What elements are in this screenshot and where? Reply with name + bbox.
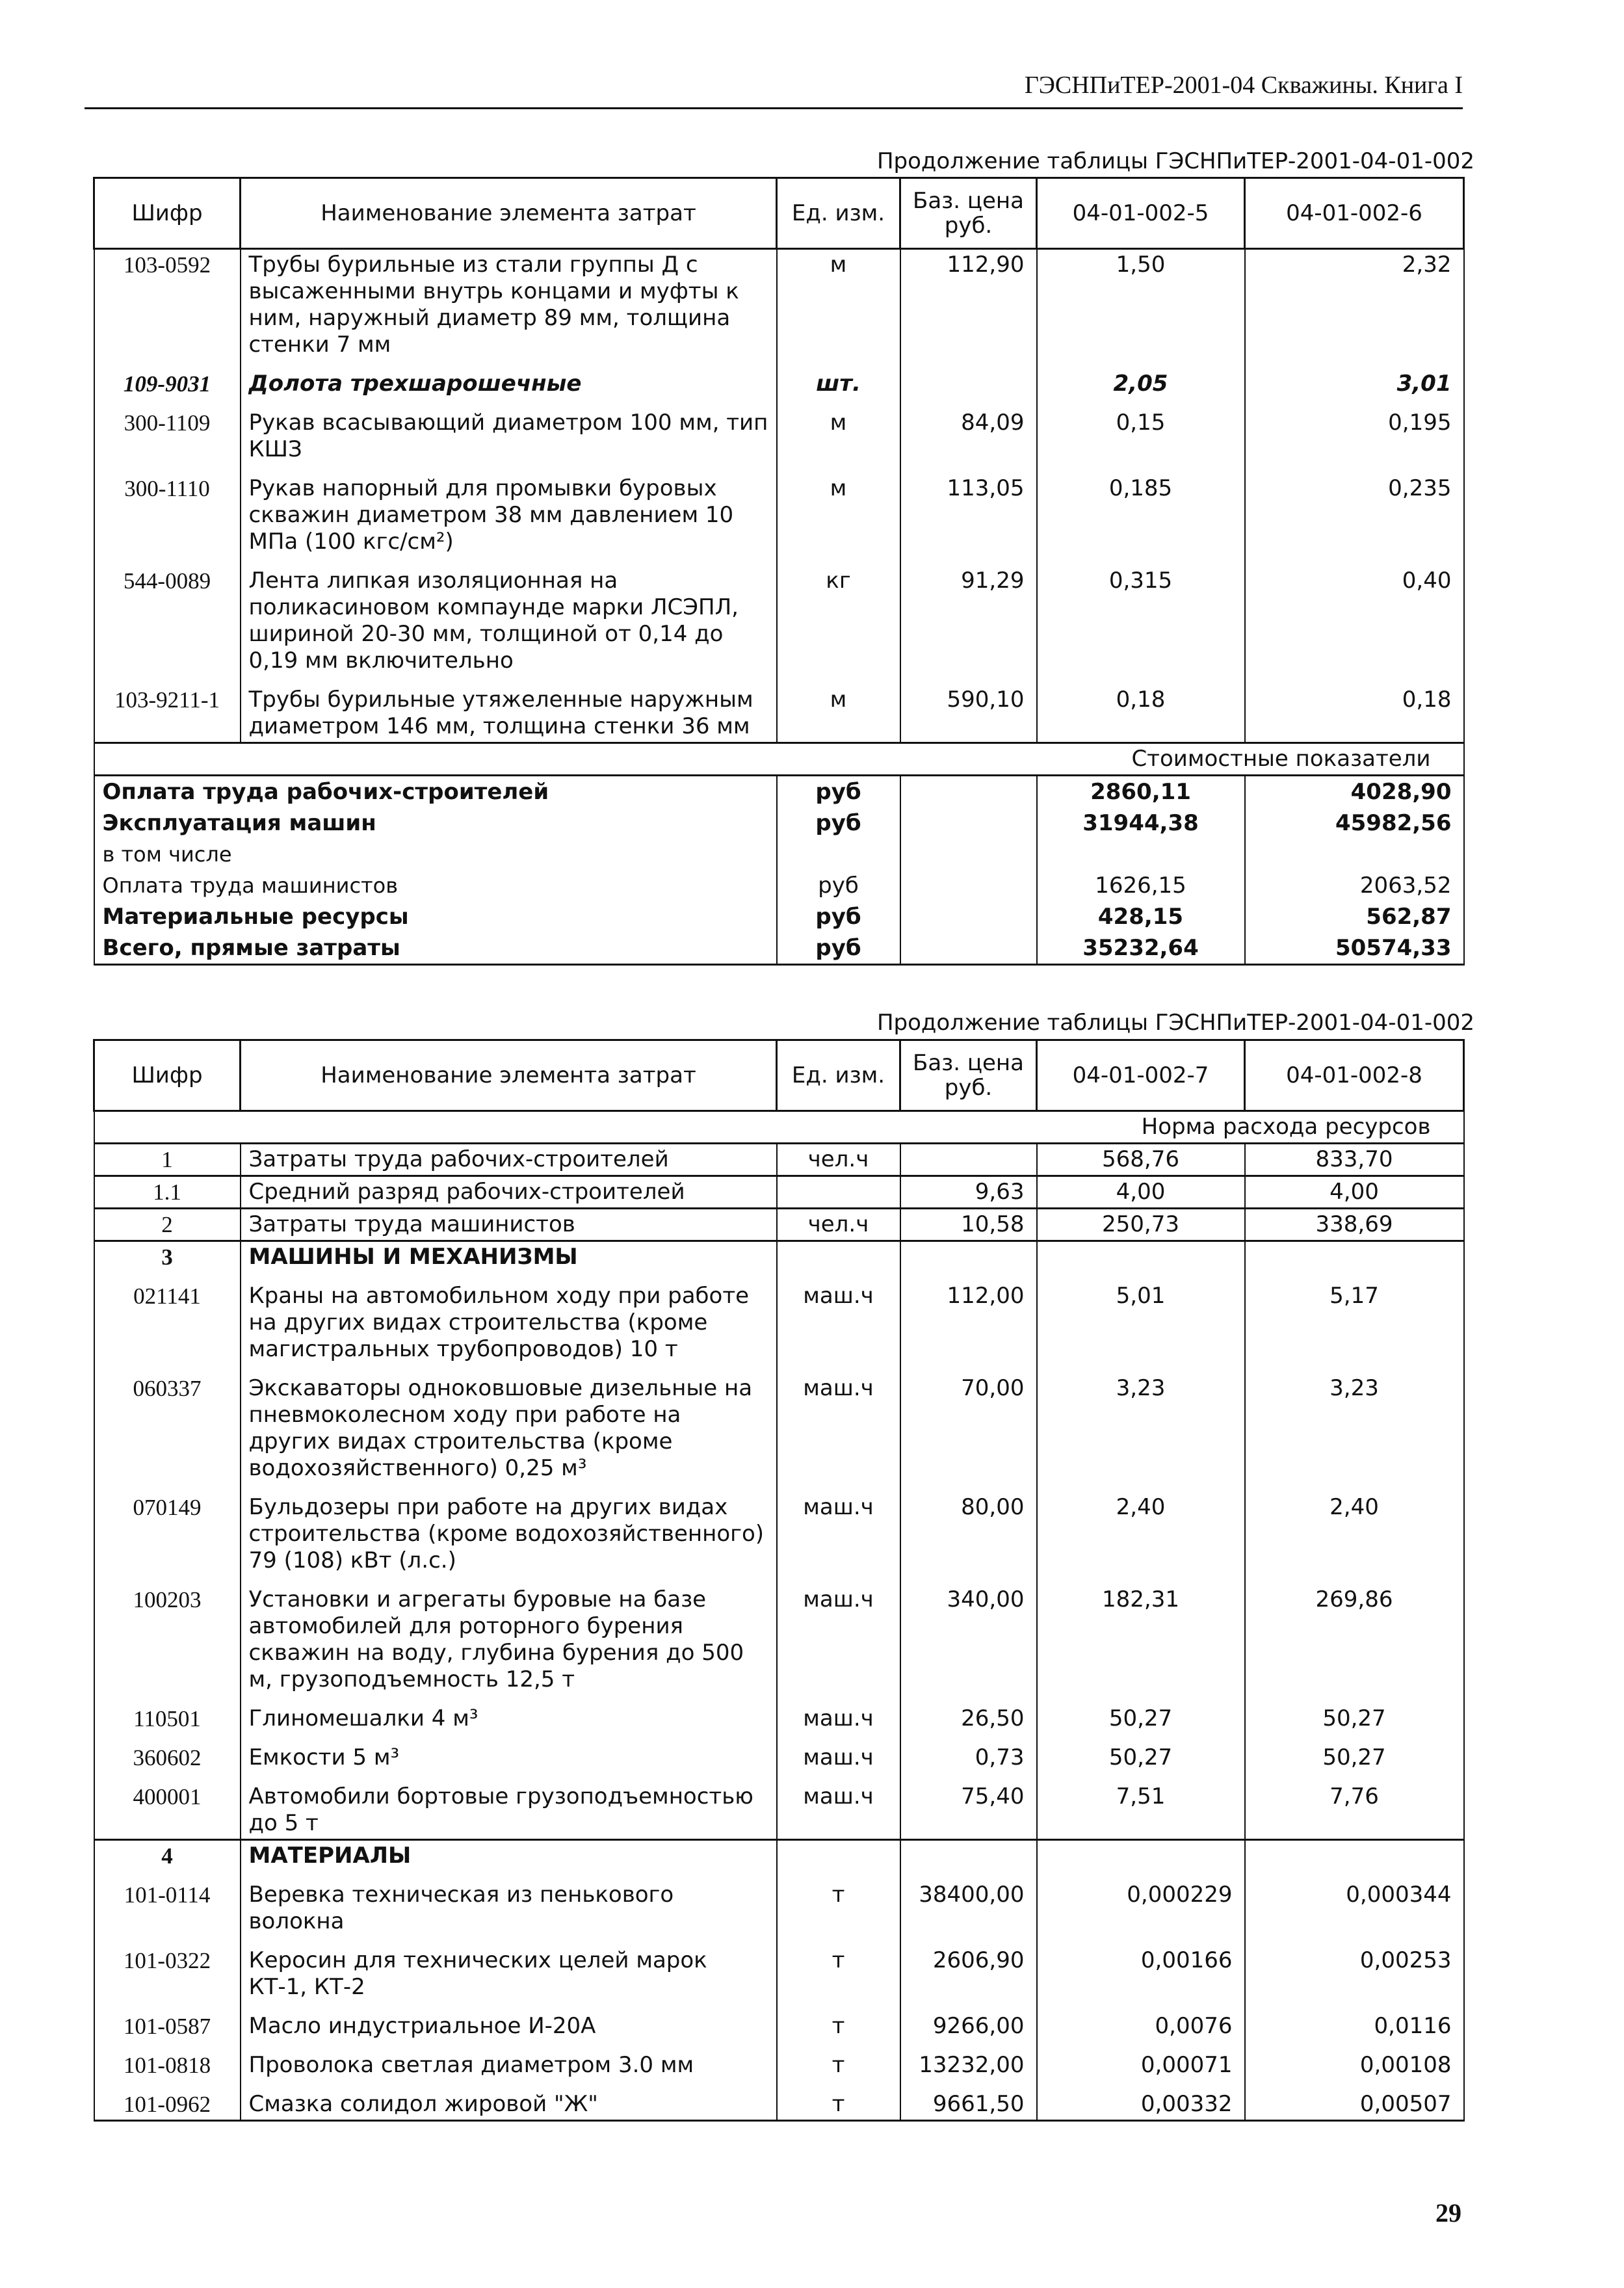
row-unit: маш.ч: [777, 1576, 900, 1695]
row-name: Емкости 5 м³: [241, 1734, 777, 1773]
row-price: 91,29: [900, 557, 1037, 676]
col-price-header: Баз. цена руб.: [900, 178, 1037, 249]
col-unit-header: Ед. изм.: [777, 178, 900, 249]
col-norm1-header: 04-01-002-7: [1037, 1040, 1245, 1111]
cost-value-1: [1037, 839, 1245, 870]
table-row: [94, 2081, 1464, 2121]
row-price: 75,40: [900, 1773, 1037, 1840]
row-name: Рукав всасывающий диаметром 100 мм, тип КШЗ: [241, 399, 777, 465]
row-value-1: [1037, 1840, 1245, 1872]
row-code: 103-0592: [94, 249, 241, 361]
cost-value-1: 31944,38: [1037, 808, 1245, 839]
row-code: 100203: [94, 1576, 241, 1695]
row-value-1: 0,00071: [1037, 2042, 1245, 2081]
cost-row: [94, 839, 1464, 870]
cost-empty: [900, 870, 1037, 901]
col-name-header: Наименование элемента затрат: [241, 1040, 777, 1111]
row-code: 101-0587: [94, 2003, 241, 2042]
row-unit: маш.ч: [777, 1272, 900, 1365]
header-title: ГЭСНПиТЕР-2001-04 Скважины. Книга I: [1024, 72, 1463, 99]
row-price: [900, 1840, 1037, 1872]
row-code: 070149: [94, 1484, 241, 1576]
row-value-2: 2,32: [1245, 249, 1464, 361]
row-value-1: 7,51: [1037, 1773, 1245, 1840]
row-unit: чел.ч: [777, 1144, 900, 1176]
row-price: 340,00: [900, 1576, 1037, 1695]
row-value-1: 0,00166: [1037, 1937, 1245, 2003]
cost-row: [94, 776, 1464, 808]
row-value-2: 5,17: [1245, 1272, 1464, 1365]
col-code-header: Шифр: [94, 178, 241, 249]
cost-unit: руб: [777, 870, 900, 901]
norm-header: Норма расхода ресурсов: [94, 1111, 1464, 1144]
row-unit: т: [777, 2081, 900, 2121]
table-row: [94, 1871, 1464, 1937]
table-row: [94, 1576, 1464, 1695]
row-code: 1.1: [94, 1176, 241, 1209]
table-row: [94, 465, 1464, 557]
row-unit: шт.: [777, 360, 900, 399]
row-unit: м: [777, 399, 900, 465]
row-value-2: 4,00: [1245, 1176, 1464, 1209]
section-title: МАШИНЫ И МЕХАНИЗМЫ: [241, 1241, 777, 1273]
row-unit: [777, 1840, 900, 1872]
cost-empty: [900, 839, 1037, 870]
cost-empty: [900, 776, 1037, 808]
row-price: 2606,90: [900, 1937, 1037, 2003]
row-value-2: 0,00108: [1245, 2042, 1464, 2081]
cost-empty: [900, 932, 1037, 965]
row-value-1: 0,00332: [1037, 2081, 1245, 2121]
cost-value-1: 428,15: [1037, 901, 1245, 932]
row-name: Смазка солидол жировой "Ж": [241, 2081, 777, 2121]
cost-unit: [777, 839, 900, 870]
row-unit: [777, 1241, 900, 1273]
row-price: [900, 360, 1037, 399]
row-code: 2: [94, 1209, 241, 1241]
row-code: 110501: [94, 1695, 241, 1734]
row-price: 84,09: [900, 399, 1037, 465]
row-unit: [777, 1176, 900, 1209]
row-value-1: 0,185: [1037, 465, 1245, 557]
row-name: Бульдозеры при работе на других видах строительства (кроме водохозяйственного) 79 (108) кВт (л.с.): [241, 1484, 777, 1576]
row-value-2: 338,69: [1245, 1209, 1464, 1241]
table2-header-row: [94, 1040, 1464, 1111]
col-norm2-header: 04-01-002-6: [1245, 178, 1464, 249]
row-value-2: 50,27: [1245, 1734, 1464, 1773]
row-value-2: 0,000344: [1245, 1871, 1464, 1937]
row-unit: кг: [777, 557, 900, 676]
row-value-2: 3,23: [1245, 1365, 1464, 1484]
row-value-2: 0,40: [1245, 557, 1464, 676]
table-row: [94, 1365, 1464, 1484]
row-value-1: 5,01: [1037, 1272, 1245, 1365]
row-name: Керосин для технических целей марок КТ-1, КТ-2: [241, 1937, 777, 2003]
row-code: 103-9211-1: [94, 676, 241, 743]
row-price: 113,05: [900, 465, 1037, 557]
row-code: 101-0322: [94, 1937, 241, 2003]
row-value-2: 50,27: [1245, 1695, 1464, 1734]
row-price: [900, 1144, 1037, 1176]
cost-value-2: 2063,52: [1245, 870, 1464, 901]
row-code: 109-9031: [94, 360, 241, 399]
table-row: [94, 2042, 1464, 2081]
row-price: 9661,50: [900, 2081, 1037, 2121]
row-unit: т: [777, 2042, 900, 2081]
row-code: 060337: [94, 1365, 241, 1484]
row-value-1: 50,27: [1037, 1695, 1245, 1734]
row-code: 300-1109: [94, 399, 241, 465]
row-unit: м: [777, 465, 900, 557]
section-title: МАТЕРИАЛЫ: [241, 1840, 777, 1872]
table-row: [94, 1144, 1464, 1176]
cost-header-row: [94, 743, 1464, 776]
row-name: Масло индустриальное И-20А: [241, 2003, 777, 2042]
row-price: 80,00: [900, 1484, 1037, 1576]
row-unit: чел.ч: [777, 1209, 900, 1241]
row-value-2: [1245, 1241, 1464, 1273]
row-name: Затраты труда машинистов: [241, 1209, 777, 1241]
row-unit: маш.ч: [777, 1695, 900, 1734]
row-price: 70,00: [900, 1365, 1037, 1484]
table-row: [94, 1695, 1464, 1734]
page-header: [85, 68, 1463, 109]
row-value-2: 0,00507: [1245, 2081, 1464, 2121]
cost-label: Оплата труда машинистов: [94, 870, 777, 901]
norm-header-row: [94, 1111, 1464, 1144]
table-row: [94, 2003, 1464, 2042]
row-code: 101-0114: [94, 1871, 241, 1937]
row-value-2: 3,01: [1245, 360, 1464, 399]
row-value-2: 2,40: [1245, 1484, 1464, 1576]
table-row: [94, 1937, 1464, 2003]
row-value-1: 0,315: [1037, 557, 1245, 676]
row-unit: м: [777, 249, 900, 361]
cost-unit: руб: [777, 776, 900, 808]
row-value-1: 250,73: [1037, 1209, 1245, 1241]
row-name: Лента липкая изоляционная на поликасиновом компаунде марки ЛСЭПЛ, шириной 20-30 мм, толщиной от 0,14 до 0,19 мм включительно: [241, 557, 777, 676]
table-row: [94, 1734, 1464, 1773]
cost-unit: руб: [777, 932, 900, 965]
row-code: 300-1110: [94, 465, 241, 557]
row-value-2: 0,195: [1245, 399, 1464, 465]
cost-value-2: 45982,56: [1245, 808, 1464, 839]
cost-row: [94, 932, 1464, 965]
table-row: [94, 360, 1464, 399]
section-code: 3: [94, 1241, 241, 1273]
row-unit: т: [777, 2003, 900, 2042]
row-code: 1: [94, 1144, 241, 1176]
table-row: [94, 1272, 1464, 1365]
table-row: [94, 1484, 1464, 1576]
row-price: 590,10: [900, 676, 1037, 743]
row-code: 360602: [94, 1734, 241, 1773]
row-price: 112,90: [900, 249, 1037, 361]
cost-value-1: 2860,11: [1037, 776, 1245, 808]
row-value-1: [1037, 1241, 1245, 1273]
row-value-2: 833,70: [1245, 1144, 1464, 1176]
resource-table-1: [93, 177, 1465, 966]
cost-value-2: 50574,33: [1245, 932, 1464, 965]
row-price: 38400,00: [900, 1871, 1037, 1937]
row-name: Краны на автомобильном ходу при работе на других видах строительства (кроме магистральных трубопроводов) 10 т: [241, 1272, 777, 1365]
row-name: Трубы бурильные утяжеленные наружным диаметром 146 мм, толщина стенки 36 мм: [241, 676, 777, 743]
cost-row: [94, 808, 1464, 839]
row-unit: м: [777, 676, 900, 743]
row-name: Автомобили бортовые грузоподъемностью до 5 т: [241, 1773, 777, 1840]
row-code: 101-0818: [94, 2042, 241, 2081]
row-value-1: 3,23: [1037, 1365, 1245, 1484]
row-value-1: 0,0076: [1037, 2003, 1245, 2042]
row-price: 13232,00: [900, 2042, 1037, 2081]
row-name: Проволока светлая диаметром 3.0 мм: [241, 2042, 777, 2081]
row-name: Рукав напорный для промывки буровых скважин диаметром 38 мм давлением 10 МПа (100 кгс/см²): [241, 465, 777, 557]
section-code: 4: [94, 1840, 241, 1872]
row-value-1: 0,18: [1037, 676, 1245, 743]
row-price: 112,00: [900, 1272, 1037, 1365]
row-unit: маш.ч: [777, 1365, 900, 1484]
row-price: 26,50: [900, 1695, 1037, 1734]
cost-label: в том числе: [94, 839, 777, 870]
row-price: 9266,00: [900, 2003, 1037, 2042]
section-row: [94, 1241, 1464, 1273]
table-row: [94, 1176, 1464, 1209]
row-name: Трубы бурильные из стали группы Д с высаженными внутрь концами и муфты к ним, наружный диаметр 89 мм, толщина стенки 7 мм: [241, 249, 777, 361]
row-value-2: [1245, 1840, 1464, 1872]
row-code: 400001: [94, 1773, 241, 1840]
row-price: 0,73: [900, 1734, 1037, 1773]
table1-header-row: [94, 178, 1464, 249]
col-norm2-header: 04-01-002-8: [1245, 1040, 1464, 1111]
row-name: Долота трехшарошечные: [241, 360, 777, 399]
cost-label: Оплата труда рабочих-строителей: [94, 776, 777, 808]
row-value-1: 50,27: [1037, 1734, 1245, 1773]
row-code: 021141: [94, 1272, 241, 1365]
row-name: Глиномешалки 4 м³: [241, 1695, 777, 1734]
row-price: [900, 1241, 1037, 1273]
row-value-2: 0,00253: [1245, 1937, 1464, 2003]
row-unit: маш.ч: [777, 1484, 900, 1576]
row-code: 544-0089: [94, 557, 241, 676]
row-value-1: 182,31: [1037, 1576, 1245, 1695]
row-value-2: 0,0116: [1245, 2003, 1464, 2042]
row-price: 10,58: [900, 1209, 1037, 1241]
table1-caption: Продолжение таблицы ГЭСНПиТЕР-2001-04-01-002: [876, 148, 1474, 174]
row-value-1: 2,05: [1037, 360, 1245, 399]
row-unit: маш.ч: [777, 1734, 900, 1773]
col-norm1-header: 04-01-002-5: [1037, 178, 1245, 249]
cost-row: [94, 870, 1464, 901]
cost-unit: руб: [777, 808, 900, 839]
table-row: [94, 399, 1464, 465]
cost-value-2: 562,87: [1245, 901, 1464, 932]
cost-empty: [900, 901, 1037, 932]
cost-value-1: 1626,15: [1037, 870, 1245, 901]
cost-header: Стоимостные показатели: [94, 743, 1464, 776]
cost-value-2: [1245, 839, 1464, 870]
cost-label: Всего, прямые затраты: [94, 932, 777, 965]
row-unit: т: [777, 1871, 900, 1937]
row-value-1: 568,76: [1037, 1144, 1245, 1176]
row-name: Экскаваторы одноковшовые дизельные на пневмоколесном ходу при работе на других видах строительства (кроме водохозяйственного) 0,25 м³: [241, 1365, 777, 1484]
cost-label: Эксплуатация машин: [94, 808, 777, 839]
table-row: [94, 1209, 1464, 1241]
row-unit: т: [777, 1937, 900, 2003]
row-value-1: 0,15: [1037, 399, 1245, 465]
row-code: 101-0962: [94, 2081, 241, 2121]
table-row: [94, 676, 1464, 743]
table-row: [94, 249, 1464, 361]
row-price: 9,63: [900, 1176, 1037, 1209]
row-name: Средний разряд рабочих-строителей: [241, 1176, 777, 1209]
col-code-header: Шифр: [94, 1040, 241, 1111]
row-value-1: 0,000229: [1037, 1871, 1245, 1937]
row-value-1: 2,40: [1037, 1484, 1245, 1576]
table2-caption: Продолжение таблицы ГЭСНПиТЕР-2001-04-01-002: [876, 1010, 1474, 1036]
cost-label: Материальные ресурсы: [94, 901, 777, 932]
table-row: [94, 1773, 1464, 1840]
col-price-header: Баз. цена руб.: [900, 1040, 1037, 1111]
row-value-2: 0,235: [1245, 465, 1464, 557]
page-number: 29: [1435, 2198, 1461, 2228]
row-value-2: 0,18: [1245, 676, 1464, 743]
cost-row: [94, 901, 1464, 932]
row-value-2: 7,76: [1245, 1773, 1464, 1840]
row-name: Веревка техническая из пенькового волокна: [241, 1871, 777, 1937]
table-row: [94, 557, 1464, 676]
row-value-2: 269,86: [1245, 1576, 1464, 1695]
row-name: Установки и агрегаты буровые на базе автомобилей для роторного бурения скважин на воду, глубина бурения до 500 м, грузоподъемность 12,5 т: [241, 1576, 777, 1695]
section-row: [94, 1840, 1464, 1872]
col-name-header: Наименование элемента затрат: [241, 178, 777, 249]
cost-value-1: 35232,64: [1037, 932, 1245, 965]
cost-empty: [900, 808, 1037, 839]
row-name: Затраты труда рабочих-строителей: [241, 1144, 777, 1176]
col-unit-header: Ед. изм.: [777, 1040, 900, 1111]
row-value-1: 4,00: [1037, 1176, 1245, 1209]
resource-table-2: [93, 1039, 1465, 2122]
row-value-1: 1,50: [1037, 249, 1245, 361]
cost-unit: руб: [777, 901, 900, 932]
cost-value-2: 4028,90: [1245, 776, 1464, 808]
row-unit: маш.ч: [777, 1773, 900, 1840]
